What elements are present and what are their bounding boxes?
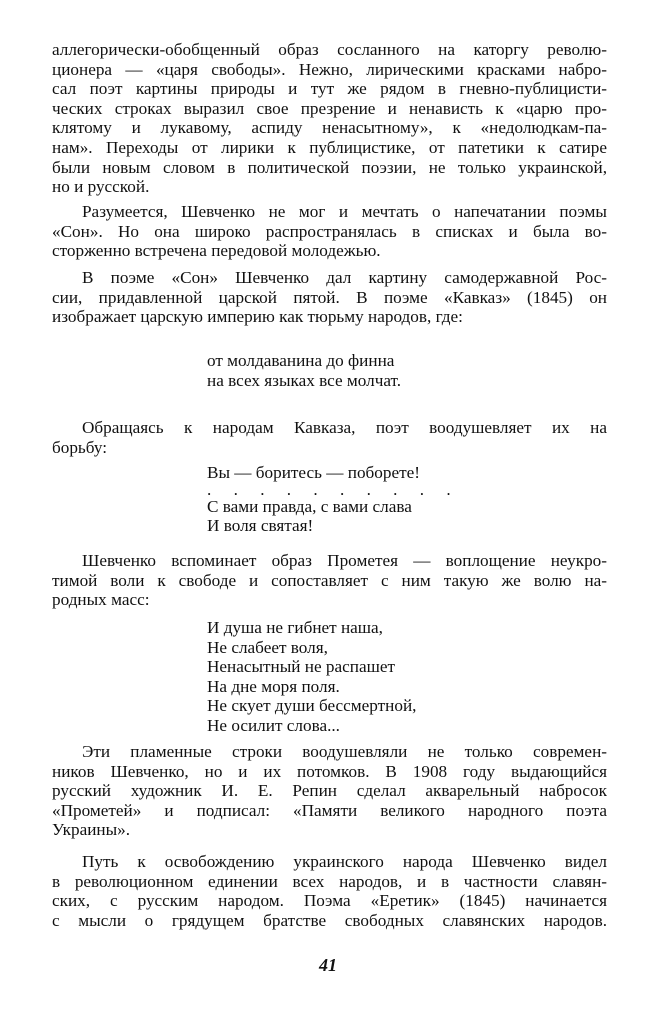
verse-quote-3 <box>207 618 527 736</box>
verse-line: Не слабеет воля, <box>207 637 328 657</box>
verse-line: Ненасытный не распашет <box>207 657 395 677</box>
text-line: изображает царскую империю как тюрьму народов, где: <box>52 307 463 327</box>
paragraph-continuation <box>52 40 607 197</box>
text-line: Разумеется, Шевченко не мог и мечтать о напечатании поэмы <box>82 202 607 221</box>
text-line: русский художник И. Е. Репин сделал акварельный набросок <box>52 781 607 801</box>
text-line: «Прометей» и подписал: «Памяти великого народного поэта <box>52 800 607 820</box>
verse-quote-1 <box>207 351 527 390</box>
text-line: сал поэт картины природы и тут же рядом в гневно-публицисти- <box>52 79 607 99</box>
verse-line: от молдаванина до финна <box>207 351 395 370</box>
text-line: В поэме «Сон» Шевченко дал картину самодержавной Рос- <box>82 268 607 287</box>
text-line: Путь к освобождению украинского народа Шевченко видел <box>82 852 607 871</box>
text-line: сии, придавленной царской пятой. В поэме «Кавказ» (1845) он <box>52 287 607 307</box>
verse-line: И воля святая! <box>207 516 314 536</box>
verse-line: Не скует души бессмертной, <box>207 696 417 716</box>
text-line: но и русской. <box>52 177 150 197</box>
text-line: ционера — «царя свободы». Нежно, лирическими красками набро- <box>52 59 607 79</box>
verse-ellipsis: . . . . . . . . . . <box>207 479 460 499</box>
page-number: 41 <box>319 955 337 975</box>
paragraph-kavkaz <box>52 268 607 327</box>
text-line: Шевченко вспоминает образ Прометея — воплощение неукро- <box>82 551 607 570</box>
verse-line: Не осилит слова... <box>207 715 340 735</box>
text-line: тимой воли к свободе и сопоставляет с ним такую же волю на- <box>52 570 607 590</box>
verse-line: На дне моря поля. <box>207 676 340 696</box>
text-line: борьбу: <box>52 437 108 457</box>
text-line: «Сон». Но она широко распространялась в списках и была во- <box>52 221 607 241</box>
text-line: с мысли о грядущем братстве свободных славянских народов. <box>52 910 607 930</box>
text-line: ских, с русским народом. Поэма «Еретик» (1845) начинается <box>52 891 607 911</box>
text-line: Обращаясь к народам Кавказа, поэт воодушевляет их на <box>82 418 607 437</box>
paragraph-prometheus <box>52 551 607 610</box>
text-line: сторженно встречена передовой молодежью. <box>52 241 381 261</box>
verse-line: Вы — боритесь — поборете! <box>207 463 420 482</box>
text-line: Эти пламенные строки воодушевляли не только современ- <box>82 742 607 761</box>
verse-line: на всех языках все молчат. <box>207 370 402 390</box>
text-line: были новым словом в политической поэзии, не только украинской, <box>52 157 607 177</box>
text-line: родных масс: <box>52 590 150 610</box>
text-line: в революционном единении всех народов, и в частности славян- <box>52 871 607 891</box>
verse-quote-2 <box>207 463 527 536</box>
text-line: ческих строках выразил свое презрение и ненависть к «царю про- <box>52 98 607 118</box>
text-line: клятому и лукавому, аспиду ненасытному», к «недолюдкам-па- <box>52 118 607 138</box>
text-line: Украины». <box>52 820 131 840</box>
verse-line: И душа не гибнет наша, <box>207 618 383 637</box>
paragraph-son-distribution <box>52 202 607 261</box>
paragraph-eretik <box>52 852 607 930</box>
paragraph-repin <box>52 742 607 840</box>
paragraph-caucasus-peoples <box>52 418 607 457</box>
text-line: ников Шевченко, но и их потомков. В 1908 году выдающийся <box>52 761 607 781</box>
verse-line: С вами правда, с вами слава <box>207 496 412 516</box>
text-line: аллегорически-обобщенный образ сосланного на каторгу револю- <box>52 40 607 59</box>
text-line: нам». Переходы от лирики к публицистике, от патетики к сатире <box>52 137 607 157</box>
